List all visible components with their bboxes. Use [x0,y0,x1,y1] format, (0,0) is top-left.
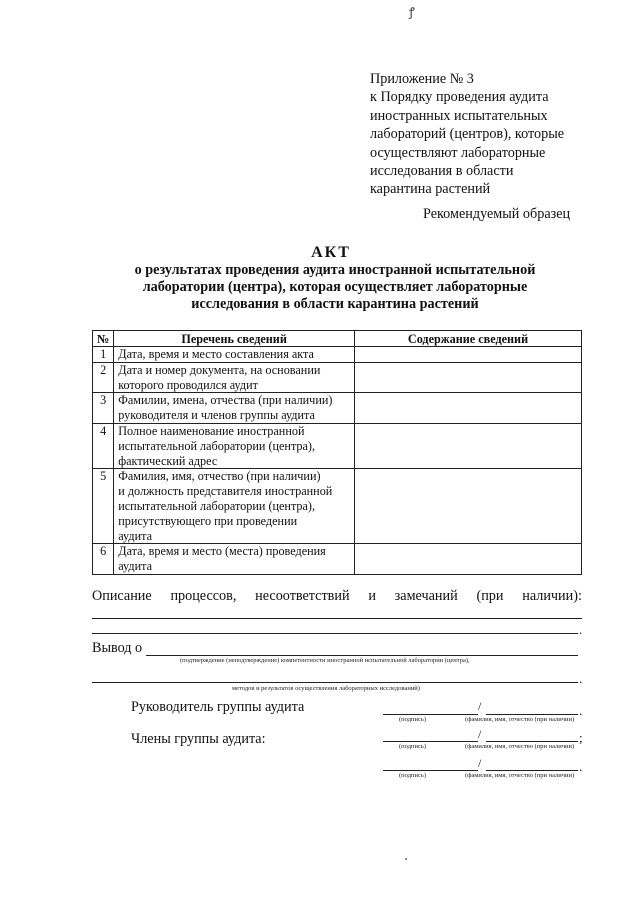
head-name-line[interactable] [486,714,578,715]
row-content-cell[interactable] [355,362,582,393]
act-subtitle [100,262,570,313]
row-content-cell[interactable] [355,423,582,468]
act-subtitle-line: лаборатории (центра), которая осуществляет лабораторные [142,279,528,295]
recommended-sample-label: Рекомендуемый образец [423,206,571,222]
row-number: 1 [93,347,114,363]
member-signature-line[interactable] [383,741,478,742]
row-number: 5 [93,469,114,544]
row-item-line: Фамилия, имя, отчество (при наличии) [118,469,321,484]
signature-slash: / [478,756,482,770]
head-of-audit-label: Руководитель группы аудита [131,699,305,715]
appendix-line: карантина растений [370,181,491,198]
info-table [92,330,582,575]
description-word: несоответствий [255,588,350,604]
description-end-dot: . [579,622,583,637]
column-header-number: № [93,331,114,347]
description-word: замечаний [394,588,458,604]
row-content-cell[interactable] [355,393,582,424]
member-signature-line[interactable] [383,770,478,771]
table-row [93,469,582,544]
row-item-line: Фамилии, имена, отчества (при наличии) [118,393,333,408]
description-line[interactable] [92,633,578,634]
signature-caption: (подпись) [399,743,426,750]
name-caption: (фамилия, имя, отчество (при наличии) [465,772,575,779]
row-item-line: руководителя и членов группы аудита [118,408,315,423]
row-number: 2 [93,362,114,393]
act-title: АКТ [311,244,351,261]
conclusion-line[interactable] [92,682,578,683]
member-end-semicolon: ; [579,730,583,745]
signature-slash: / [478,727,482,741]
scan-speck [405,858,407,860]
description-word: и [368,588,376,604]
table-row [93,423,582,468]
description-word: процессов, [170,588,237,604]
row-number: 6 [93,544,114,575]
row-item [114,362,355,393]
appendix-block [370,70,610,199]
name-caption: (фамилия, имя, отчество (при наличии) [465,743,575,750]
row-item [114,393,355,424]
act-subtitle-line: о результатах проведения аудита иностранной испытательной [134,262,536,278]
row-number: 3 [93,393,114,424]
row-item-line: испытательной лаборатории (центра), [118,438,316,453]
description-word: наличии): [522,588,582,604]
row-item-line: Дата и номер документа, на основании [118,362,321,377]
table-row [93,544,582,575]
member-name-line[interactable] [486,741,578,742]
row-item [114,469,355,544]
appendix-line: лабораторий (центров), которые [370,126,565,143]
row-item-line: которого проводился аудит [118,377,258,392]
conclusion-caption-methods: методов и результатов осуществления лабораторных исследований) [232,685,420,692]
name-caption: (фамилия, имя, отчество (при наличии) [465,716,575,723]
table-header-row [93,331,582,347]
audit-members-label: Члены группы аудита: [131,731,266,747]
row-item-line: аудита [118,528,152,543]
signature-caption: (подпись) [399,772,426,779]
column-header-content: Содержание сведений [355,331,582,347]
head-signature-line[interactable] [383,714,478,715]
row-number: 4 [93,423,114,468]
conclusion-caption-text: (подтверждение (неподтверждение) компетентности иностранной испытательной лаборатории (центра) [180,657,469,664]
row-item [114,347,355,363]
signature-slash: / [478,699,482,713]
conclusion-caption [180,657,470,664]
row-item [114,544,355,575]
row-item-line: Полное наименование иностранной [118,423,305,438]
row-item-line: фактический адрес [118,453,218,468]
row-item-line: и должность представителя иностранной [118,484,333,499]
row-content-cell[interactable] [355,469,582,544]
description-heading [92,588,582,605]
row-item-line: испытательной лаборатории (центра), [118,498,316,513]
page-mark: ꝭ [409,5,415,19]
appendix-line: Приложение № 3 [370,71,474,87]
row-item-line: присутствующего при проведении [118,513,298,528]
conclusion-end-dot: . [579,671,583,686]
row-item-line: Дата, время и место составления акта [118,347,314,361]
row-item-line: Дата, время и место (места) проведения [118,544,326,559]
appendix-line: исследования в области [370,163,514,180]
row-item [114,423,355,468]
act-subtitle-line: исследования в области карантина растений [191,296,479,312]
table-row [93,362,582,393]
column-header-list: Перечень сведений [114,331,355,347]
table-row [93,347,582,363]
appendix-line: осуществляют лабораторные [370,144,546,161]
description-word: Описание [92,588,152,604]
description-word: (при [476,588,504,604]
conclusion-caption-comma: , [468,657,470,664]
member-name-line[interactable] [486,770,578,771]
table-row [93,393,582,424]
row-item-line: аудита [118,559,152,574]
appendix-line: иностранных испытательных [370,107,548,124]
conclusion-label: Вывод о [92,640,143,656]
head-end-dot: . [579,703,583,718]
appendix-line: к Порядку проведения аудита [370,89,549,106]
member-end-dot: . [579,759,583,774]
row-content-cell[interactable] [355,544,582,575]
conclusion-line[interactable] [146,655,578,656]
signature-caption: (подпись) [399,716,426,723]
description-line[interactable] [92,618,582,619]
row-content-cell[interactable] [355,347,582,363]
